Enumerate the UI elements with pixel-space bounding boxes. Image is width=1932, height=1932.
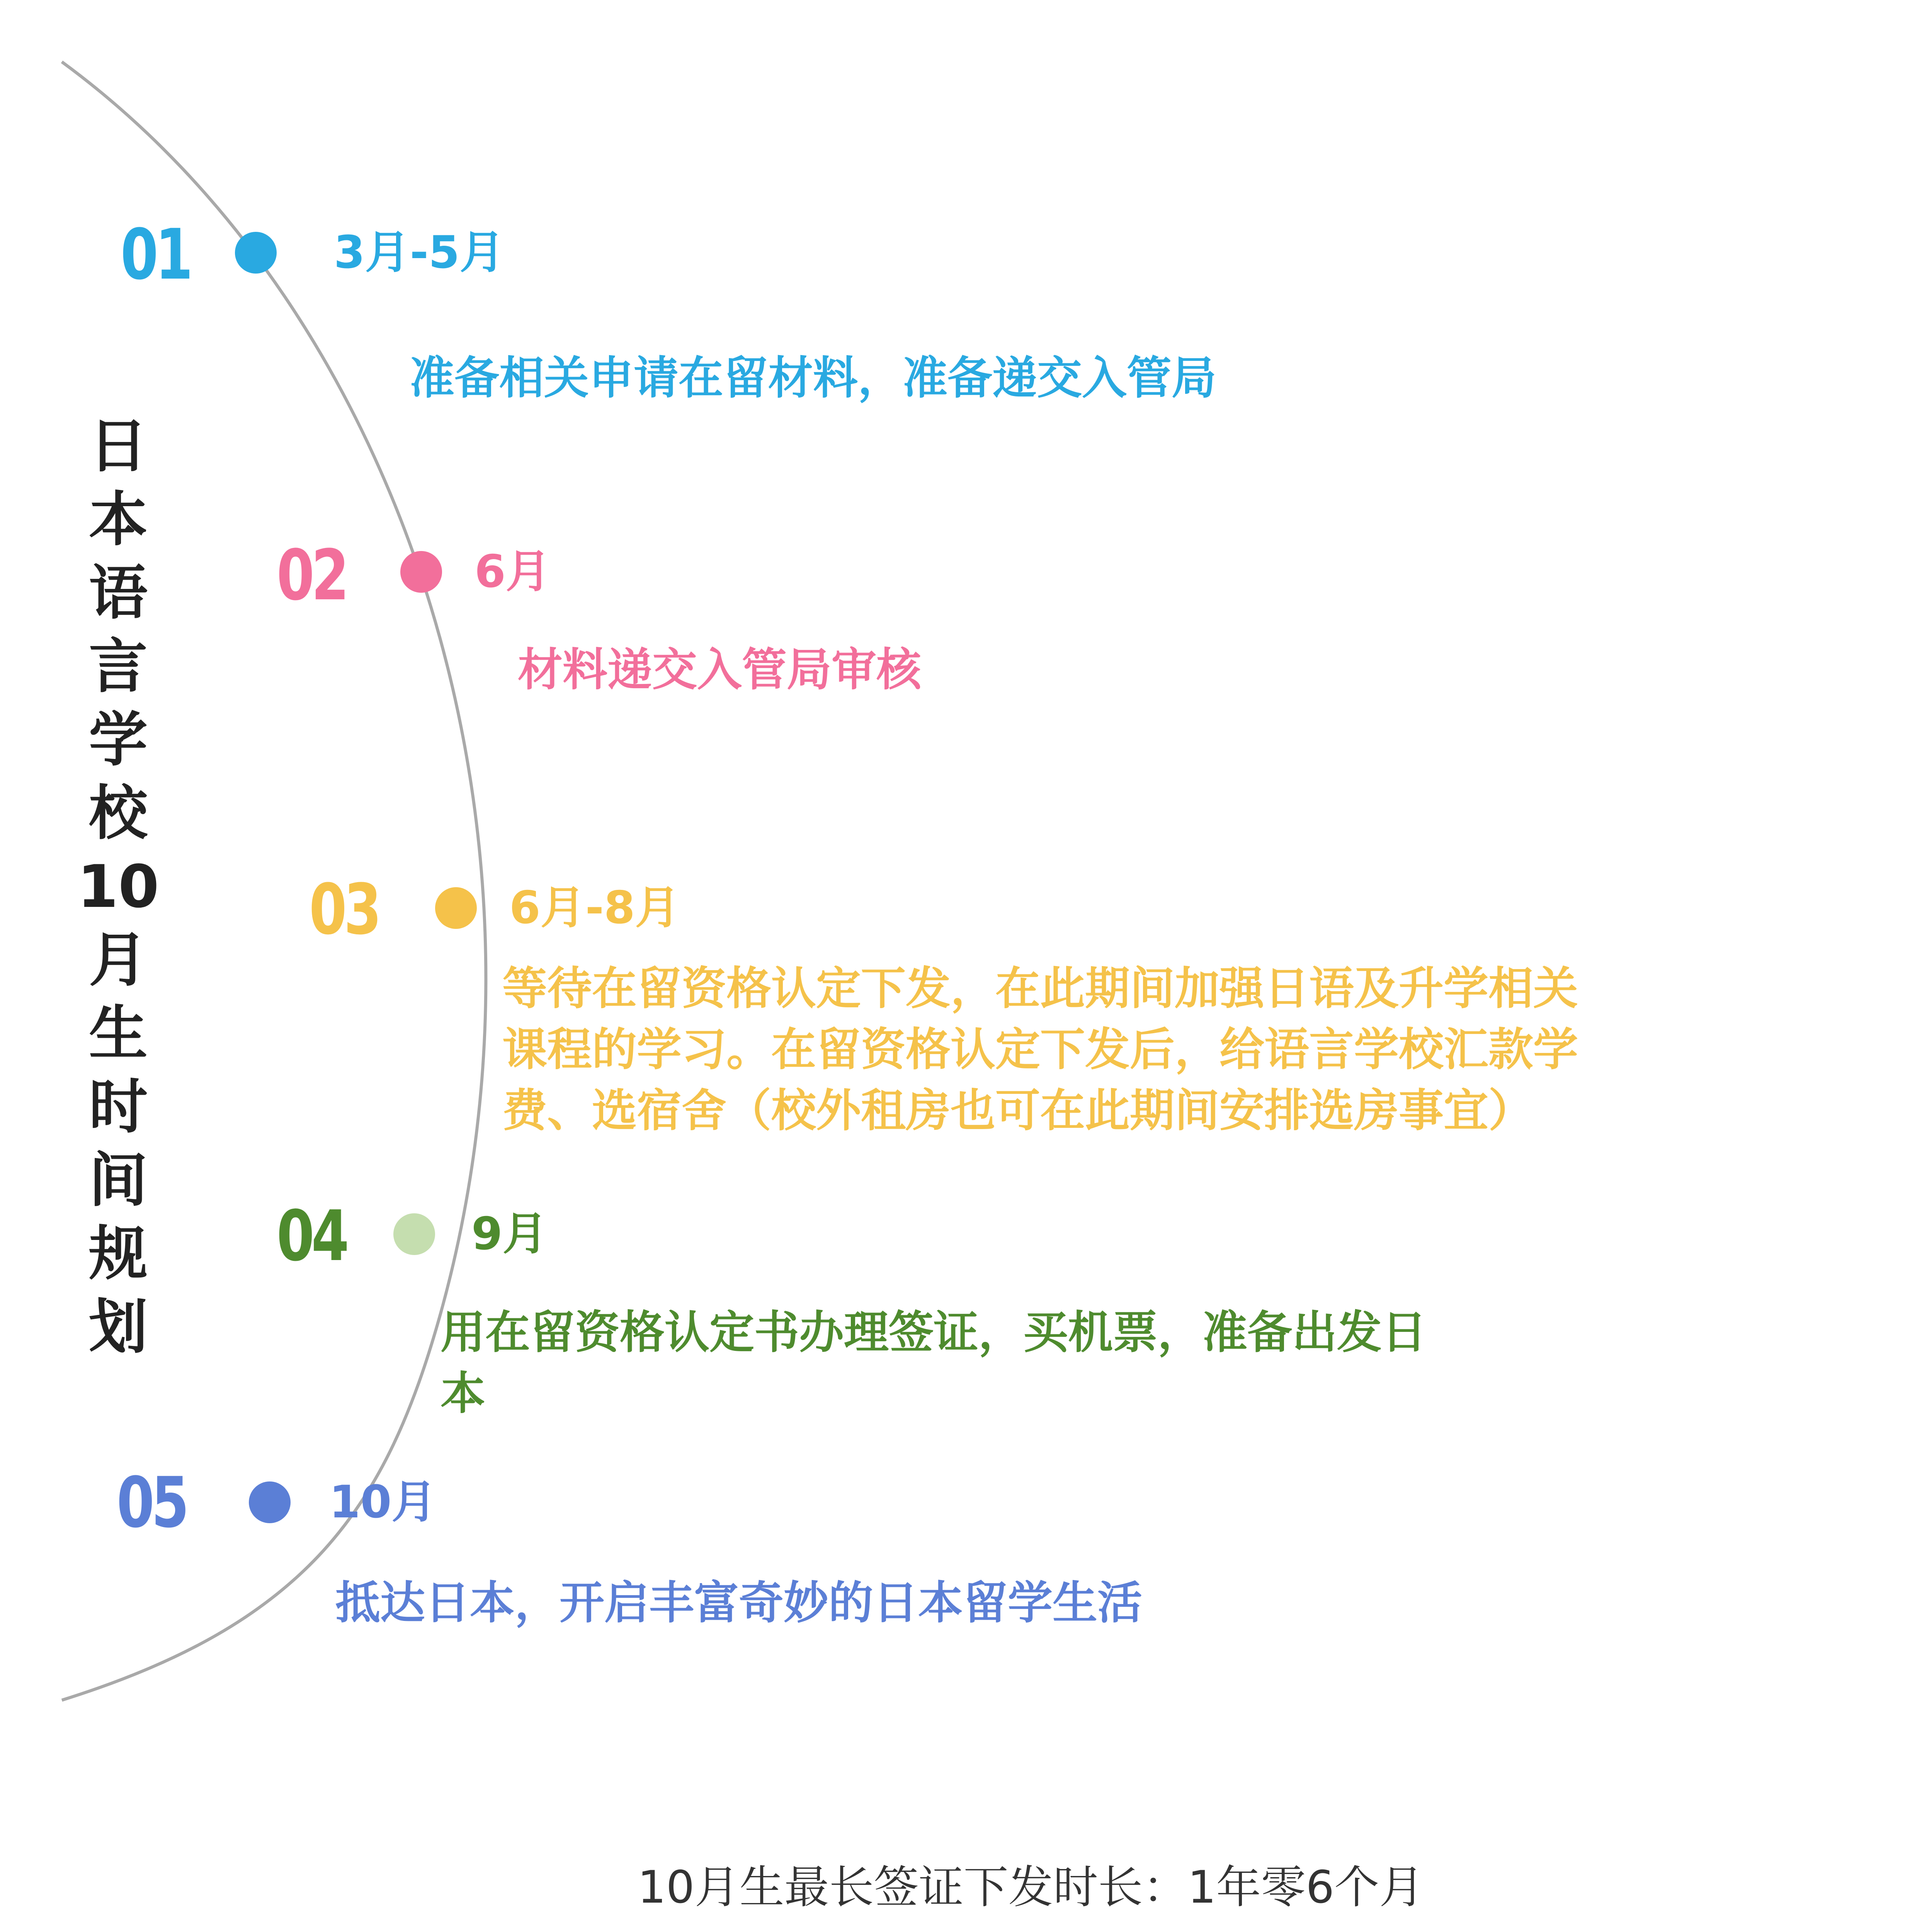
step-02-description: 材料递交入管局审核 bbox=[518, 644, 921, 696]
note-headline: 10月生最长签证下发时长：1年零6个月 bbox=[638, 1861, 1424, 1913]
step-01-description: 准备相关申请在留材料，准备递交入管局 bbox=[410, 352, 1216, 404]
step-03-period: 6月-8月 bbox=[509, 882, 680, 934]
step-05-dot bbox=[249, 1481, 291, 1523]
step-03-number: 03 bbox=[309, 869, 379, 950]
step-02-number: 02 bbox=[277, 535, 346, 616]
step-01-period: 3月-5月 bbox=[334, 226, 505, 279]
step-05-description: 抵达日本，开启丰富奇妙的日本留学生活 bbox=[335, 1577, 1142, 1629]
step-04-dot bbox=[393, 1213, 435, 1255]
vertical-title: 日本语言学校10月生时间规划 bbox=[77, 412, 159, 1361]
step-02-period: 6月 bbox=[474, 546, 551, 598]
step-04-period: 9月 bbox=[471, 1208, 548, 1260]
step-01-number: 01 bbox=[121, 214, 190, 295]
step-04-description: 用在留资格认定书办理签证，买机票，准备出发日本 bbox=[440, 1306, 1427, 1420]
step-03-dot bbox=[435, 887, 477, 929]
step-05-number: 05 bbox=[117, 1463, 186, 1543]
step-03-description: 等待在留资格认定下发，在此期间加强日语及升学相关课程的学习。在留资格认定下发后，给语言学校汇款学费、选宿舍（校外租房也可在此期间安排选房事宜） bbox=[502, 963, 1578, 1137]
step-02-dot bbox=[400, 551, 442, 593]
step-05-period: 10月 bbox=[329, 1476, 437, 1528]
step-01-dot bbox=[235, 232, 277, 274]
step-04-number: 04 bbox=[277, 1196, 346, 1277]
